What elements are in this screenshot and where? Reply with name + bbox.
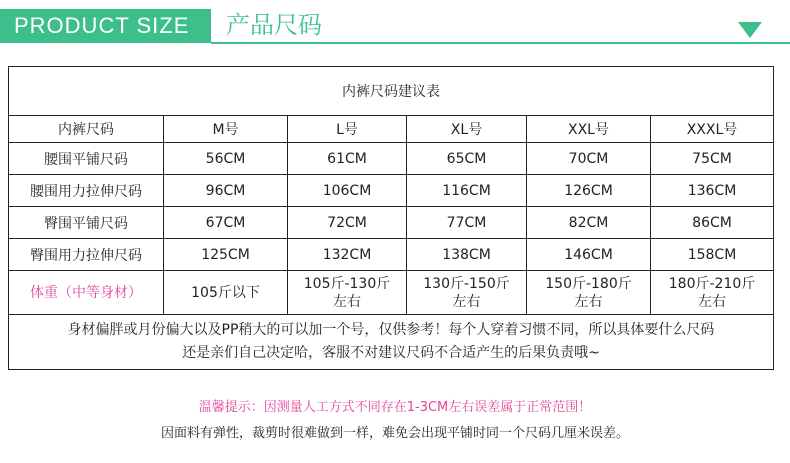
table-title-row <box>9 67 774 116</box>
row-label: 臀围平铺尺码 <box>9 207 164 239</box>
column-header: L号 <box>288 116 407 143</box>
warm-tip: 温馨提示：因测量人工方式不同存在1-3CM左右误差属于正常范围！ <box>198 400 592 415</box>
table-cell: 125CM <box>164 239 288 271</box>
table-cell: 96CM <box>164 175 288 207</box>
table-cell: 56CM <box>164 143 288 175</box>
weight-cell <box>164 271 288 315</box>
column-header: 内裤尺码 <box>9 116 164 143</box>
table-cell: 82CM <box>527 207 651 239</box>
table-cell: 61CM <box>288 143 407 175</box>
table-cell: 75CM <box>651 143 774 175</box>
table-cell: 70CM <box>527 143 651 175</box>
table-row <box>9 207 774 239</box>
weight-suffix: 左右 <box>452 293 481 310</box>
note-line: 还是亲们自己决定哈，客服不对建议尺码不合适产生的后果负责哦~ <box>182 345 600 361</box>
column-header: M号 <box>164 116 288 143</box>
table-cell: 132CM <box>288 239 407 271</box>
table-cell: 126CM <box>527 175 651 207</box>
weight-range: 105斤-130斤 <box>303 275 391 292</box>
note-line: 身材偏胖或月份偏大以及PP稍大的可以加一个号，仅供参考！每个人穿着习惯不同，所以具体要什么尺码 <box>67 322 715 338</box>
weight-cell <box>527 271 651 315</box>
row-label: 臀围用力拉伸尺码 <box>9 239 164 271</box>
table-cell: 138CM <box>407 239 527 271</box>
header-title-en: PRODUCT SIZE <box>0 9 211 43</box>
table-cell: 146CM <box>527 239 651 271</box>
table-cell: 86CM <box>651 207 774 239</box>
weight-label: 体重（中等身材） <box>9 271 164 315</box>
column-header: XXL号 <box>527 116 651 143</box>
table-cell: 72CM <box>288 207 407 239</box>
weight-range: 150斤-180斤 <box>545 275 632 292</box>
triangle-down-icon <box>738 22 762 38</box>
table-row <box>9 239 774 271</box>
table-cell: 77CM <box>407 207 527 239</box>
weight-suffix: 左右 <box>698 293 726 310</box>
weight-row <box>9 271 774 315</box>
weight-cell <box>407 271 527 315</box>
elastic-tip: 因面料有弹性，裁剪时很难做到一样，难免会出现平铺时同一个尺码几厘米误差。 <box>160 426 629 441</box>
table-cell: 116CM <box>407 175 527 207</box>
table-cell: 158CM <box>651 239 774 271</box>
row-label: 腰围平铺尺码 <box>9 143 164 175</box>
table-row <box>9 143 774 175</box>
weight-range: 105斤以下 <box>191 284 260 301</box>
weight-suffix: 左右 <box>333 293 361 310</box>
column-header: XL号 <box>407 116 527 143</box>
weight-cell <box>651 271 774 315</box>
table-header-row <box>9 116 774 143</box>
column-header: XXXL号 <box>651 116 774 143</box>
size-note <box>9 315 774 370</box>
weight-range: 130斤-150斤 <box>423 275 510 292</box>
size-table <box>8 66 774 370</box>
weight-suffix: 左右 <box>574 293 603 310</box>
note-row <box>9 315 774 370</box>
weight-range: 180斤-210斤 <box>668 275 756 292</box>
header-title-cn: 产品尺码 <box>226 11 322 39</box>
section-header <box>0 0 790 50</box>
weight-cell <box>288 271 407 315</box>
row-label: 腰围用力拉伸尺码 <box>9 175 164 207</box>
table-row <box>9 175 774 207</box>
table-cell: 136CM <box>651 175 774 207</box>
table-cell: 67CM <box>164 207 288 239</box>
table-title: 内裤尺码建议表 <box>9 67 774 116</box>
table-cell: 65CM <box>407 143 527 175</box>
header-divider <box>211 42 790 44</box>
table-cell: 106CM <box>288 175 407 207</box>
